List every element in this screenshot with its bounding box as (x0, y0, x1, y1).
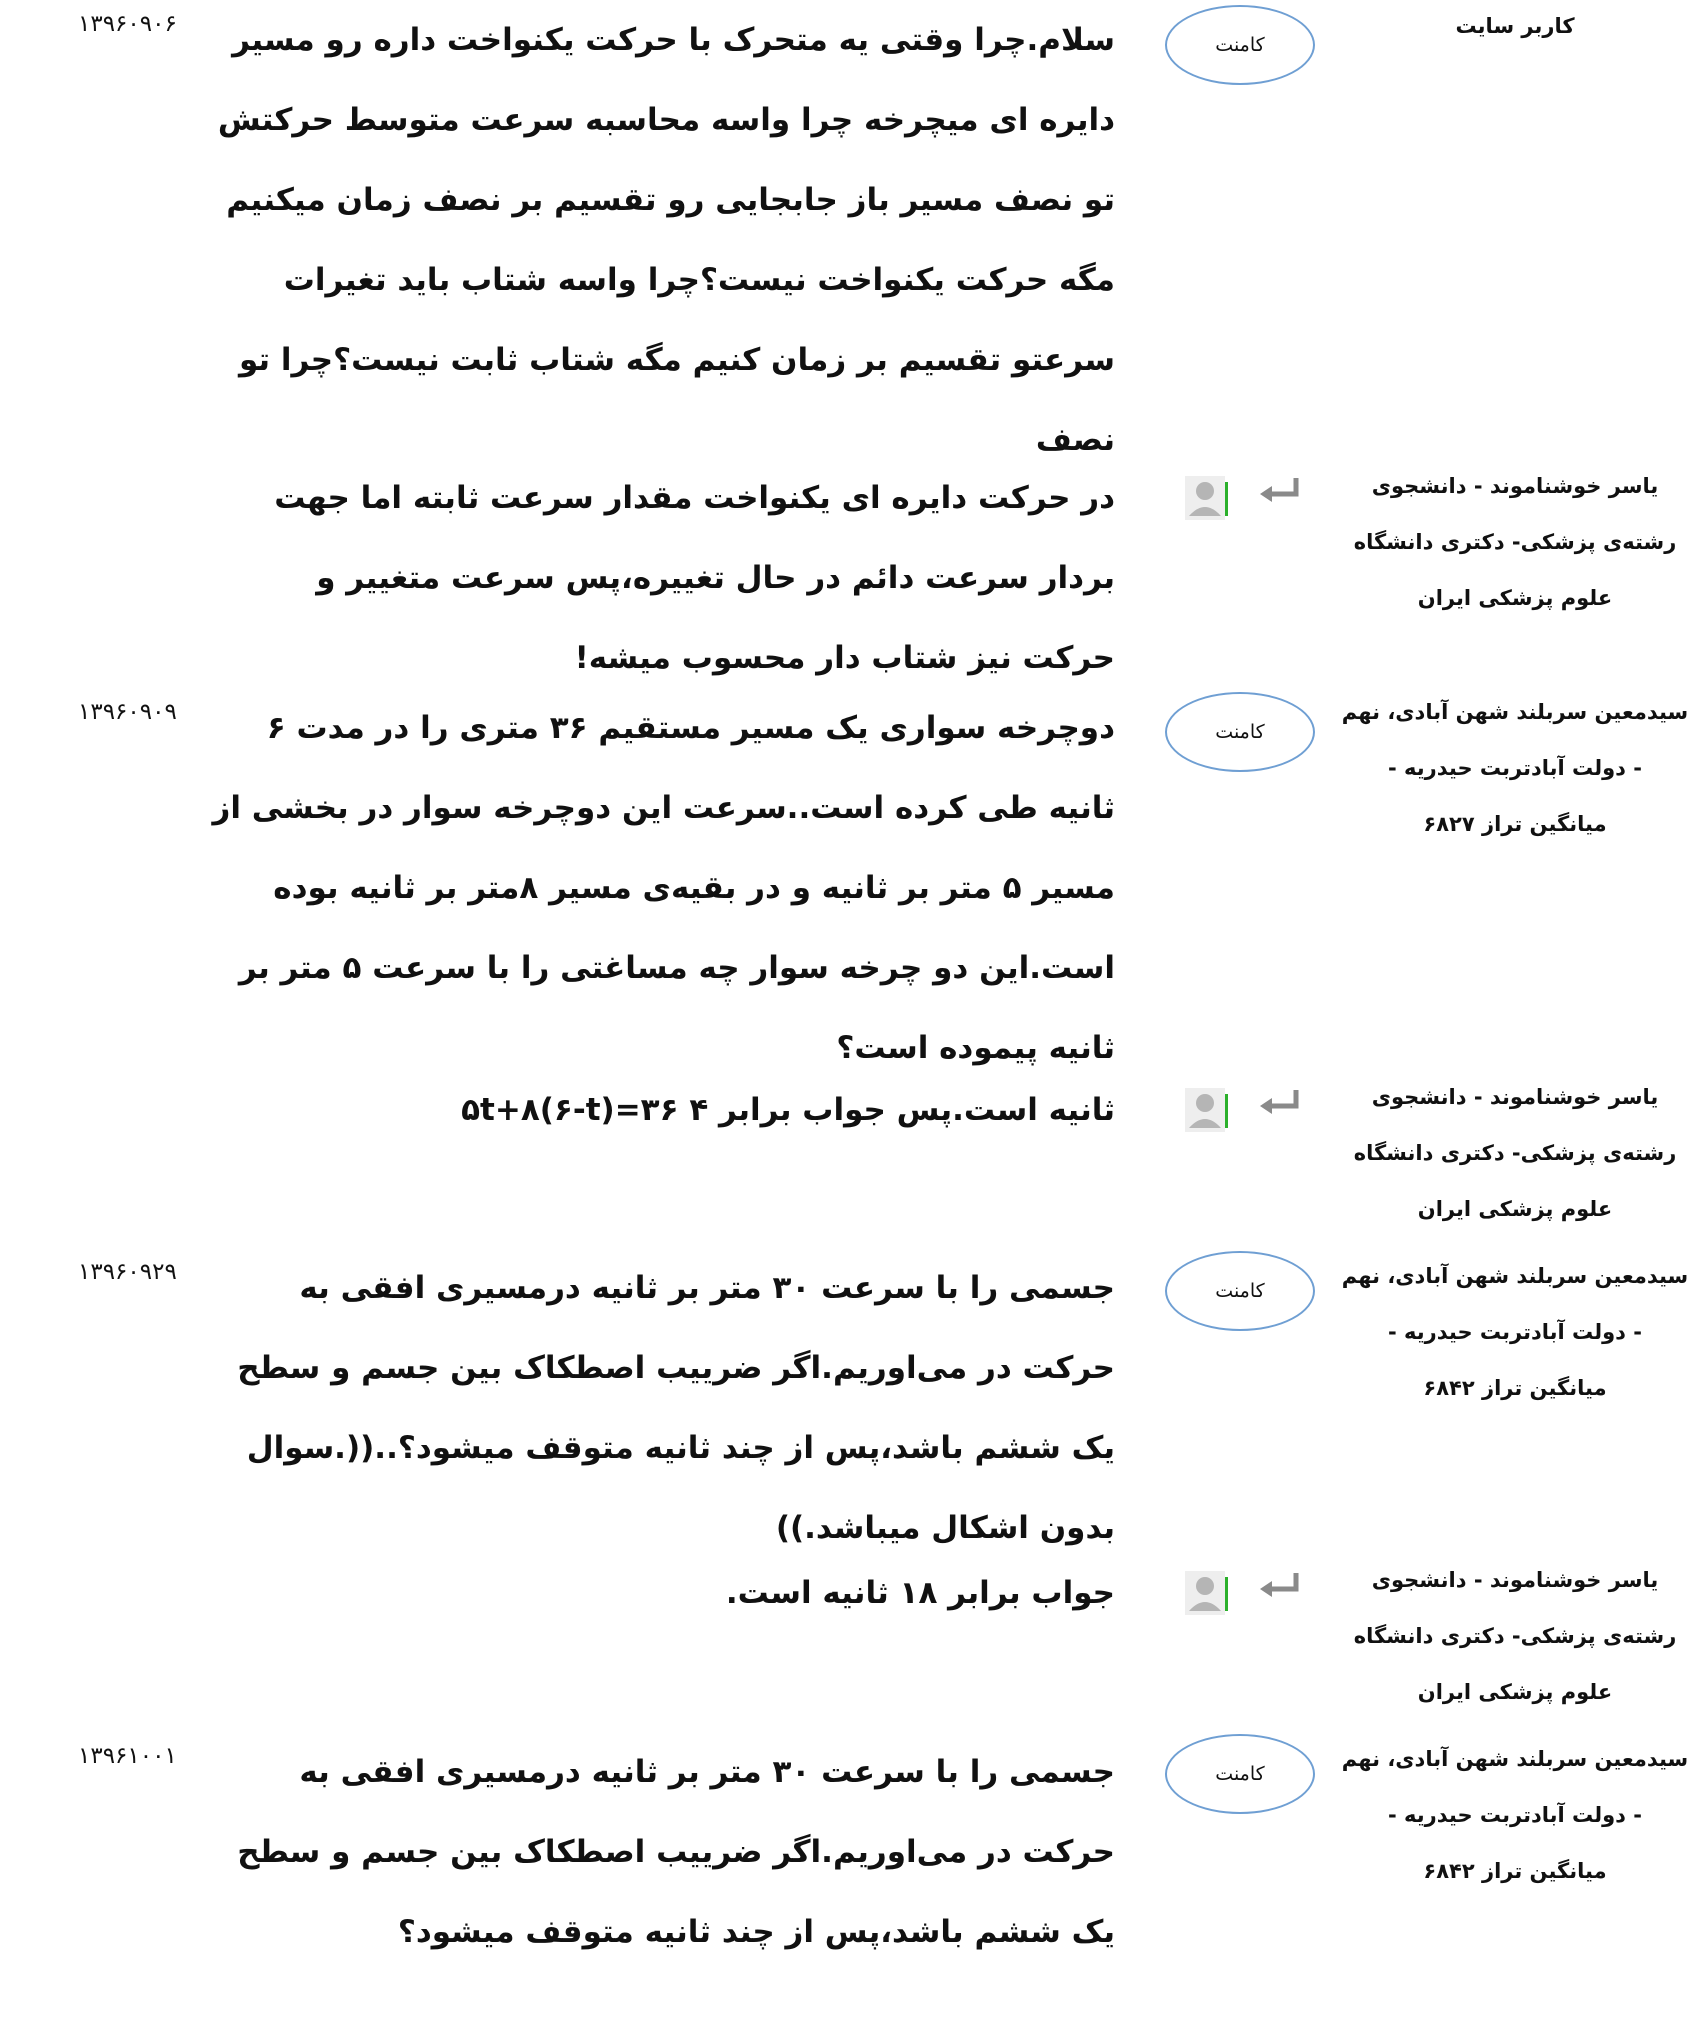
text-line: دوچرخه سواری یک مسیر مستقیم ۳۶ متری را در مدت ۶ (266, 710, 1115, 746)
author-line: علوم پزشکی ایران (1417, 586, 1613, 610)
avatar-icon (1185, 1571, 1229, 1615)
comment-item (0, 0, 1696, 458)
author-line: یاسر خوشناموند - دانشجوی (1371, 1085, 1659, 1109)
comment-button[interactable]: کامنت (1165, 5, 1315, 85)
text-line: جواب برابر ۱۸ ثانیه است. (725, 1575, 1115, 1611)
author-line: سیدمعین سربلند شهن آبادی، نهم (1341, 1264, 1689, 1288)
avatar-icon (1185, 1088, 1229, 1132)
comment-text (218, 0, 1115, 480)
reply-text (274, 458, 1115, 698)
author-line: سیدمعین سربلند شهن آبادی، نهم (1341, 1747, 1689, 1771)
text-line: یک ششم باشد،پس از چند ثانیه متوقف میشود؟ (397, 1914, 1115, 1950)
reply-item (0, 1070, 1696, 1221)
text-line: جسمی را با سرعت ۳۰ متر بر ثانیه درمسیری افقی به (299, 1270, 1115, 1306)
text-line: جسمی را با سرعت ۳۰ متر بر ثانیه درمسیری افقی به (299, 1754, 1115, 1790)
author-line: میانگین تراز ۶۸۴۲ (1423, 1859, 1607, 1883)
comment-button[interactable]: کامنت (1165, 1251, 1315, 1331)
comment-date: ۱۳۹۶۰۹۲۹ (78, 1259, 177, 1285)
text-line: ثانیه طی کرده است..سرعت این دوچرخه سوار در بخشی از (212, 790, 1115, 826)
author-line: رشته‌ی پزشکی- دکتری دانشگاه (1353, 1624, 1677, 1648)
avatar-icon (1185, 476, 1229, 520)
comment-date: ۱۳۹۶۰۹۰۶ (78, 11, 177, 37)
author-line: - دولت آبادتربت حیدریه - (1388, 756, 1642, 780)
reply-item (0, 458, 1696, 676)
author-line: یاسر خوشناموند - دانشجوی (1371, 1568, 1659, 1592)
reply-item (0, 1553, 1696, 1704)
author-line: - دولت آبادتربت حیدریه - (1388, 1803, 1642, 1827)
reply-arrow-icon (1256, 1086, 1300, 1116)
text-line: ثانیه پیموده است؟ (836, 1030, 1115, 1066)
text-line: است.این دو چرخه سوار چه مساغتی را با سرعت ۵ متر بر (238, 950, 1115, 986)
author-line: میانگین تراز ۶۸۴۲ (1423, 1376, 1607, 1400)
reply-author (1340, 1552, 1690, 1720)
author-line: علوم پزشکی ایران (1417, 1680, 1613, 1704)
reply-author (1340, 458, 1690, 626)
comment-author (1340, 0, 1690, 54)
author-line: رشته‌ی پزشکی- دکتری دانشگاه (1353, 1141, 1677, 1165)
author-line: یاسر خوشناموند - دانشجوی (1371, 474, 1659, 498)
reply-text (461, 1070, 1115, 1150)
comment-author (1340, 684, 1690, 852)
author-line: سیدمعین سربلند شهن آبادی، نهم (1341, 700, 1689, 724)
comment-button[interactable]: کامنت (1165, 1734, 1315, 1814)
reply-arrow-icon (1256, 474, 1300, 504)
author-line: میانگین تراز ۶۸۲۷ (1423, 812, 1607, 836)
comment-author (1340, 1248, 1690, 1416)
text-line: یک ششم باشد،پس از چند ثانیه متوقف میشود؟..((.سوال (246, 1430, 1115, 1466)
author-line: - دولت آبادتربت حیدریه - (1388, 1320, 1642, 1344)
text-line: بردار سرعت دائم در حال تغییره،پس سرعت متغییر و (316, 560, 1115, 596)
text-line: تو نصف مسیر باز جابجایی رو تقسیم بر نصف زمان میکنیم (226, 182, 1115, 218)
reply-text (726, 1553, 1115, 1633)
comment-text (237, 1248, 1115, 1568)
comment-text (237, 1732, 1115, 1972)
comment-item (0, 1732, 1696, 1950)
author-line: کاربر سایت (1455, 14, 1575, 38)
text-line: حرکت نیز شتاب دار محسوب میشه! (574, 640, 1115, 676)
text-line: در حرکت دایره ای یکنواخت مقدار سرعت ثابته اما جهت (274, 480, 1115, 516)
text-line: مسیر ۵ متر بر ثانیه و در بقیه‌ی مسیر ۸متر بر ثانیه بوده (273, 870, 1115, 906)
reply-author (1340, 1069, 1690, 1237)
text-line: سلام.چرا وقتی یه متحرک با حرکت یکنواخت داره رو مسیر (232, 22, 1115, 58)
comment-date: ۱۳۹۶۱۰۰۱ (78, 1743, 177, 1769)
text-line: سرعتو تقسیم بر زمان کنیم مگه شتاب ثابت نیست؟چرا تو (239, 342, 1115, 378)
text-line: نصف (1035, 422, 1115, 458)
text-line: مگه حرکت یکنواخت نیست؟چرا واسه شتاب باید تغیرات (283, 262, 1115, 298)
comment-button[interactable]: کامنت (1165, 692, 1315, 772)
text-line: بدون اشکال میباشد.)) (775, 1510, 1115, 1546)
comment-text (213, 688, 1115, 1088)
comment-author (1340, 1731, 1690, 1899)
text-line: حرکت در می‌اوریم.اگر ضرییب اصطکاک بین جسم و سطح (237, 1350, 1115, 1386)
author-line: علوم پزشکی ایران (1417, 1197, 1613, 1221)
author-line: رشته‌ی پزشکی- دکتری دانشگاه (1353, 530, 1677, 554)
reply-arrow-icon (1256, 1569, 1300, 1599)
text-line: دایره ای میچرخه چرا واسه محاسبه سرعت متوسط حرکتش (217, 102, 1115, 138)
comment-date: ۱۳۹۶۰۹۰۹ (78, 699, 177, 725)
comment-item (0, 1248, 1696, 1546)
comment-item (0, 688, 1696, 1066)
text-line: حرکت در می‌اوریم.اگر ضرییب اصطکاک بین جسم و سطح (237, 1834, 1115, 1870)
text-line: ثانیه است.پس جواب برابر ۴ ۵t+۸(۶-t)=۳۶ (461, 1092, 1115, 1128)
